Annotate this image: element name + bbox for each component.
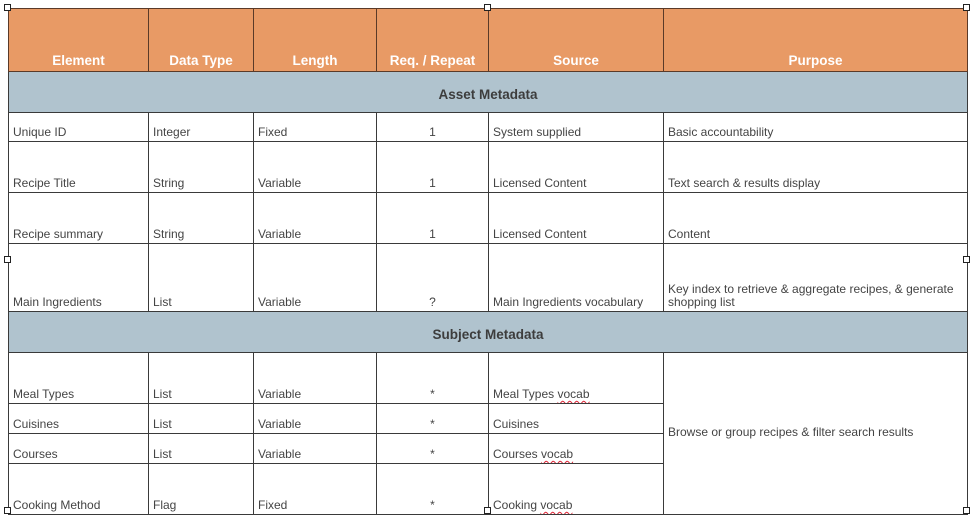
cell-data-type[interactable]: Integer <box>149 113 254 142</box>
resize-handle-top-right[interactable] <box>963 4 970 11</box>
cell-req-repeat[interactable]: ? <box>377 244 489 312</box>
table-row <box>9 113 968 142</box>
cell-data-type[interactable]: Flag <box>149 464 254 515</box>
header-source: Source <box>489 9 664 72</box>
cell-req-repeat[interactable]: 1 <box>377 113 489 142</box>
cell-length[interactable]: Variable <box>254 434 377 464</box>
cell-element[interactable]: Unique ID <box>9 113 149 142</box>
source-text: Courses <box>493 447 538 461</box>
cell-element[interactable]: Main Ingredients <box>9 244 149 312</box>
source-text: Cooking <box>493 498 538 512</box>
section-band-asset <box>9 72 968 113</box>
spellcheck-flagged-word: vocab <box>540 498 573 512</box>
source-text: Meal Types <box>493 387 555 401</box>
spellcheck-flagged-word: vocab <box>541 447 574 461</box>
header-element: Element <box>9 9 149 72</box>
spellcheck-flagged-word: vocab <box>557 387 590 401</box>
cell-source[interactable]: Licensed Content <box>489 142 664 193</box>
source-text: Cuisines <box>493 417 540 431</box>
cell-source[interactable]: Main Ingredients vocabulary <box>489 244 664 312</box>
cell-req-repeat[interactable]: * <box>377 404 489 434</box>
cell-length[interactable]: Fixed <box>254 464 377 515</box>
cell-data-type[interactable]: String <box>149 142 254 193</box>
cell-element[interactable]: Meal Types <box>9 353 149 404</box>
resize-handle-bottom-left[interactable] <box>4 507 11 514</box>
cell-source[interactable] <box>489 434 664 464</box>
cell-element[interactable]: Cooking Method <box>9 464 149 515</box>
resize-handle-middle-left[interactable] <box>4 256 11 263</box>
cell-data-type[interactable]: List <box>149 353 254 404</box>
section-band-subject <box>9 312 968 353</box>
cell-req-repeat[interactable]: 1 <box>377 193 489 244</box>
cell-purpose[interactable]: Text search & results display <box>664 142 968 193</box>
cell-element[interactable]: Recipe summary <box>9 193 149 244</box>
table-row <box>9 353 968 404</box>
resize-handle-top-left[interactable] <box>4 4 11 11</box>
cell-data-type[interactable]: String <box>149 193 254 244</box>
section-title: Subject Metadata <box>9 312 968 353</box>
cell-req-repeat[interactable]: * <box>377 464 489 515</box>
table-row <box>9 142 968 193</box>
header-length: Length <box>254 9 377 72</box>
header-req-repeat: Req. / Repeat <box>377 9 489 72</box>
cell-source[interactable] <box>489 353 664 404</box>
cell-req-repeat[interactable]: * <box>377 353 489 404</box>
cell-length[interactable]: Fixed <box>254 113 377 142</box>
cell-data-type[interactable]: List <box>149 434 254 464</box>
cell-source[interactable] <box>489 464 664 515</box>
header-purpose: Purpose <box>664 9 968 72</box>
metadata-table-container[interactable] <box>8 8 968 515</box>
resize-handle-bottom-center[interactable] <box>484 507 491 514</box>
cell-length[interactable]: Variable <box>254 353 377 404</box>
cell-data-type[interactable]: List <box>149 404 254 434</box>
resize-handle-bottom-right[interactable] <box>963 507 970 514</box>
resize-handle-middle-right[interactable] <box>963 256 970 263</box>
cell-element[interactable]: Courses <box>9 434 149 464</box>
cell-req-repeat[interactable]: * <box>377 434 489 464</box>
cell-purpose-merged[interactable]: Browse or group recipes & filter search results <box>664 353 968 515</box>
metadata-table <box>8 8 968 515</box>
cell-length[interactable]: Variable <box>254 404 377 434</box>
cell-length[interactable]: Variable <box>254 193 377 244</box>
cell-element[interactable]: Recipe Title <box>9 142 149 193</box>
cell-source[interactable]: Licensed Content <box>489 193 664 244</box>
cell-length[interactable]: Variable <box>254 244 377 312</box>
cell-req-repeat[interactable]: 1 <box>377 142 489 193</box>
table-row <box>9 193 968 244</box>
resize-handle-top-center[interactable] <box>484 4 491 11</box>
table-row <box>9 244 968 312</box>
cell-source[interactable] <box>489 404 664 434</box>
cell-element[interactable]: Cuisines <box>9 404 149 434</box>
cell-source[interactable]: System supplied <box>489 113 664 142</box>
header-row <box>9 9 968 72</box>
cell-length[interactable]: Variable <box>254 142 377 193</box>
header-data-type: Data Type <box>149 9 254 72</box>
cell-purpose[interactable]: Basic accountability <box>664 113 968 142</box>
cell-purpose[interactable]: Key index to retrieve & aggregate recipes, & generate shopping list <box>664 244 968 312</box>
section-title: Asset Metadata <box>9 72 968 113</box>
cell-purpose[interactable]: Content <box>664 193 968 244</box>
cell-data-type[interactable]: List <box>149 244 254 312</box>
